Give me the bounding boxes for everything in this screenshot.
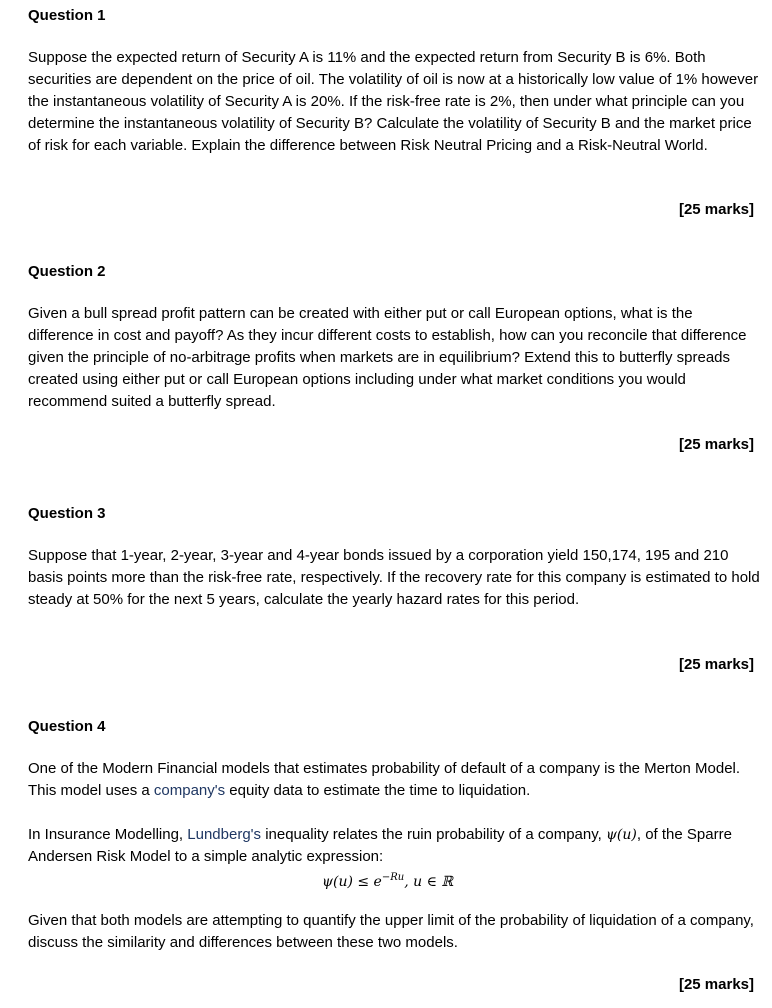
lundberg-text-after: , of the Sparre Andersen Risk Model to a simple analytic expression: [28, 826, 732, 865]
question-4-paragraph-lundberg [28, 824, 762, 868]
question-4-paragraph-merton [28, 758, 762, 802]
question-4-paragraph-discuss: Given that both models are attempting to quantify the upper limit of the probability of liquidation of a company, discuss the similarity and differences between these two models. [28, 912, 754, 951]
question-2-marks: [25 marks] [678, 436, 754, 453]
question-1-text: Suppose the expected return of Security A is 11% and the expected return from Security B is 6%. Both securities are dependent on the price of oil. The volatility of oil is now at a historically low value of 1% however the instantaneous volatility of Security A is 20%. If the risk-free rate is 2%, then under what principle can you determine the instantaneous volatility of Security B? Calculate the volatility of Security B and the market price of risk for each variable. Explain the difference between Risk Neutral Pricing and a Risk-Neutral World. [28, 49, 759, 154]
lundberg-inequality-formula [322, 869, 453, 891]
merton-text-after: equity data to estimate the time to liquidation. [225, 782, 531, 799]
question-3-text: Suppose that 1-year, 2-year, 3-year and 4-year bonds issued by a corporation yield 150,174, 195 and 210 basis points more than the risk-free rate, respectively. If the recovery rate for this company is estimated to hold steady at 50% for the next 5 years, calculate the yearly hazard rates for this period. [28, 547, 760, 608]
question-1-marks: [25 marks] [678, 201, 754, 218]
lundberg-text-before: In Insurance Modelling, [28, 826, 188, 843]
merton-text-before: One of the Modern Financial models that estimates probability of default of a company is the Merton Model. This model uses a [28, 760, 741, 799]
lundberg-text-middle: inequality relates the ruin probability of a company, [261, 826, 606, 843]
question-2-title: Question 2 [28, 263, 106, 280]
question-1-title: Question 1 [28, 7, 106, 24]
companys-highlight: company's [153, 782, 226, 799]
lundbergs-highlight: Lundberg's [187, 826, 262, 843]
question-3-marks: [25 marks] [678, 656, 754, 673]
question-3-title: Question 3 [28, 505, 106, 522]
formula-right: , u ∈ ℝ [404, 874, 454, 890]
formula-exponent: −Ru [381, 872, 405, 883]
formula-left: ψ(u) ≤ e [322, 874, 382, 890]
question-4-title: Question 4 [28, 718, 106, 735]
question-2-text: Given a bull spread profit pattern can be created with either put or call European options, what is the difference in cost and payoff? As they incur different costs to establish, how can you reconcile that difference given the principle of no-arbitrage profits when markets are in equilibrium? Extend this to butterfly spreads created using either put or call European options including under what market conditions you would recommend suited a butterfly spread. [28, 305, 747, 410]
psi-u-inline: ψ(u) [605, 827, 637, 843]
question-4-marks: [25 marks] [678, 976, 754, 993]
